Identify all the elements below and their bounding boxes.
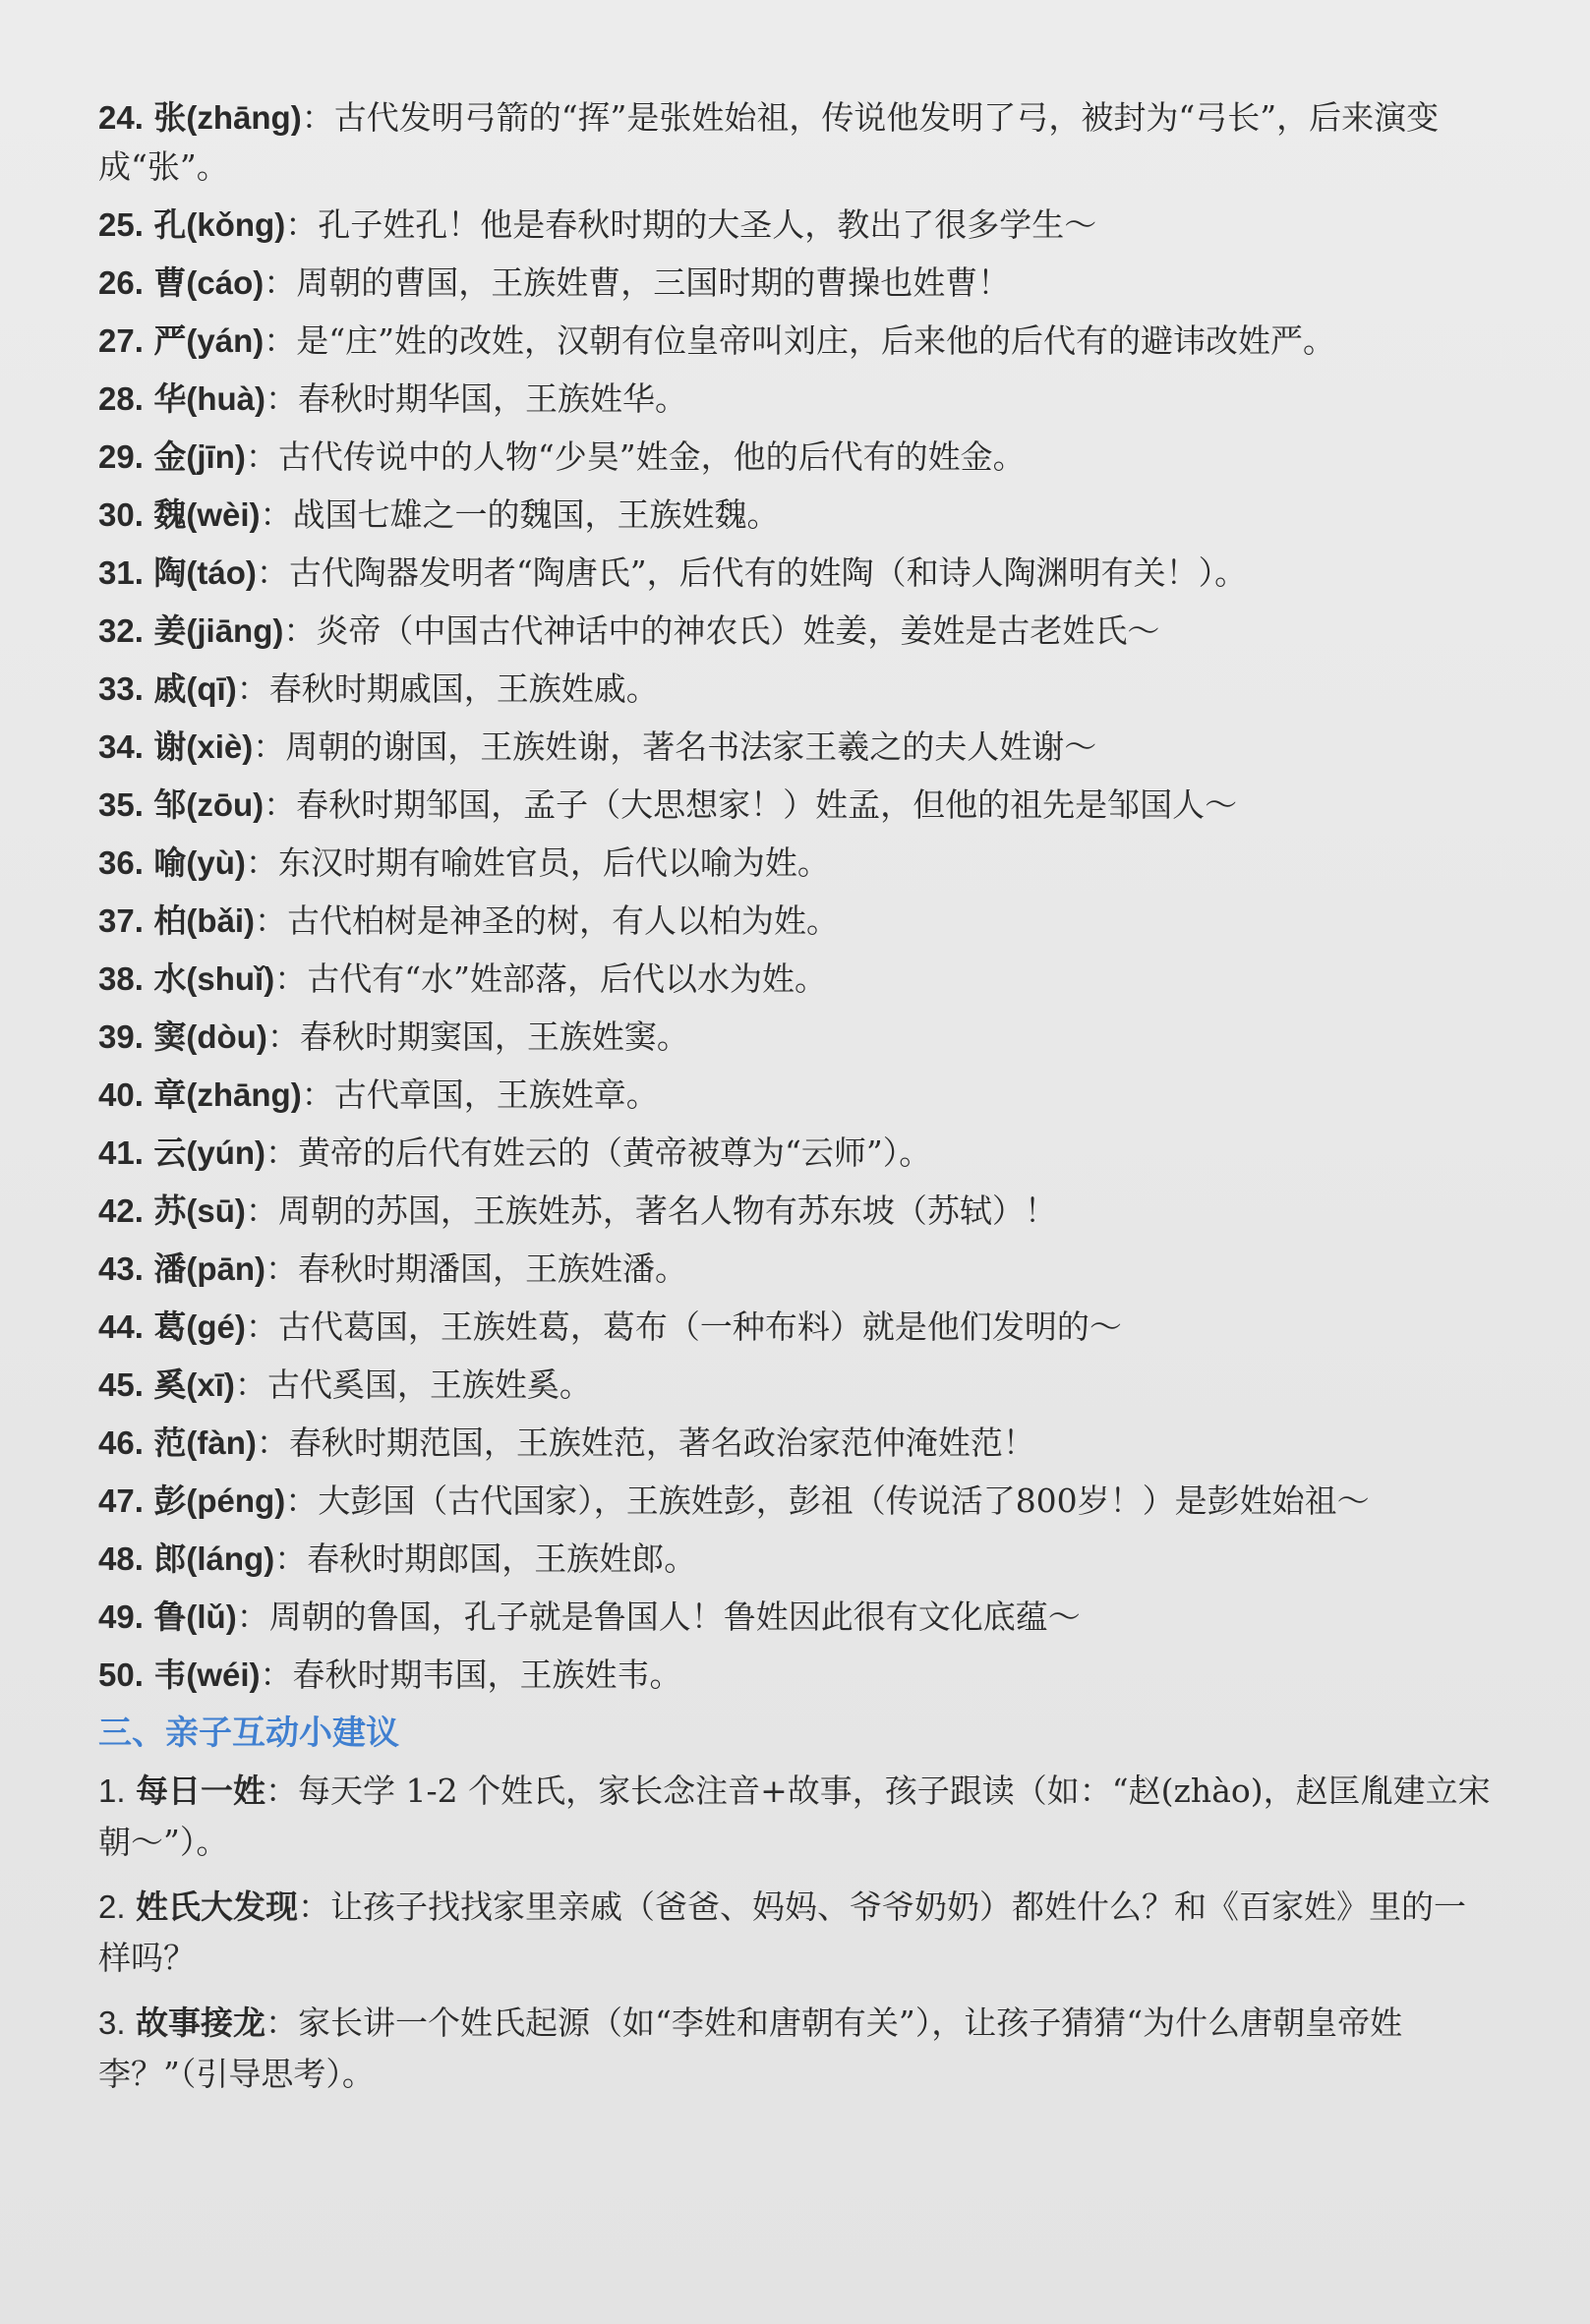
surname-pinyin: (zōu) xyxy=(186,786,265,823)
surname-pinyin: (láng) xyxy=(186,1540,275,1577)
surname-pinyin: (yán) xyxy=(186,322,265,359)
surname-entry xyxy=(98,93,1495,192)
entry-description: ：古代柏树是神圣的树，有人以柏为姓。 xyxy=(255,901,840,940)
surname-pinyin: (zhāng) xyxy=(186,1076,302,1113)
entry-number: 24. xyxy=(98,99,144,136)
surname-char: 戚 xyxy=(153,669,187,708)
surname-char: 彭 xyxy=(153,1482,187,1520)
entry-description: ：春秋时期韦国，王族姓韦。 xyxy=(260,1656,682,1694)
surname-char: 云 xyxy=(153,1133,187,1172)
entry-number: 42. xyxy=(98,1192,144,1229)
surname-pinyin: (lǔ) xyxy=(186,1598,237,1635)
entry-description: ：周朝的鲁国，孔子就是鲁国人！鲁姓因此很有文化底蕴～ xyxy=(236,1598,1081,1636)
surname-char: 潘 xyxy=(153,1249,187,1288)
surname-pinyin: (jīn) xyxy=(186,438,246,475)
entry-number: 32. xyxy=(98,612,144,649)
entry-description: ：古代传说中的人物“少昊”姓金，他的后代有的姓金。 xyxy=(245,437,1026,476)
surname-pinyin: (pān) xyxy=(186,1250,266,1287)
surname-entry xyxy=(98,897,1495,946)
surname-char: 韦 xyxy=(153,1656,187,1694)
tip-description: ：家长讲一个姓氏起源（如“李姓和唐朝有关”），让孩子猜猜“为什么唐朝皇帝姓李？”（引导思考）。 xyxy=(98,2004,1403,2093)
surname-char: 陶 xyxy=(153,553,187,592)
entry-number: 39. xyxy=(98,1018,144,1055)
entry-number: 28. xyxy=(98,380,144,417)
entry-number: 36. xyxy=(98,844,144,881)
surname-entry xyxy=(98,317,1495,366)
tip-description: ：每天学 1-2 个姓氏，家长念注音+故事，孩子跟读（如：“赵(zhào)，赵匡胤建立宋朝～”）。 xyxy=(98,1772,1491,1861)
entry-description: ：春秋时期华国，王族姓华。 xyxy=(265,379,688,418)
surname-entry xyxy=(98,1303,1495,1352)
surname-entry xyxy=(98,1071,1495,1120)
entry-description: ：古代葛国，王族姓葛，葛布（一种布料）就是他们发明的～ xyxy=(245,1307,1122,1346)
surname-entry xyxy=(98,375,1495,424)
entry-description: ：春秋时期戚国，王族姓戚。 xyxy=(236,669,659,708)
surname-entry xyxy=(98,1535,1495,1584)
entry-number: 40. xyxy=(98,1076,144,1113)
surname-char: 张 xyxy=(153,98,187,137)
entry-description: ：周朝的曹国，王族姓曹，三国时期的曹操也姓曹！ xyxy=(264,263,1011,302)
surname-char: 曹 xyxy=(153,263,187,302)
entry-description: ：东汉时期有喻姓官员，后代以喻为姓。 xyxy=(245,843,830,882)
surname-entry xyxy=(98,433,1495,482)
surname-char: 谢 xyxy=(153,727,187,766)
surname-list xyxy=(98,93,1492,1700)
entry-number: 43. xyxy=(98,1250,144,1287)
entry-number: 27. xyxy=(98,322,144,359)
entry-description: ：炎帝（中国古代神话中的神农氏）姓姜，姜姓是古老姓氏～ xyxy=(283,611,1160,650)
entry-number: 33. xyxy=(98,670,144,707)
surname-entry xyxy=(98,1419,1495,1468)
entry-description: ：孔子姓孔！他是春秋时期的大圣人，教出了很多学生～ xyxy=(285,205,1097,244)
surname-pinyin: (yù) xyxy=(186,844,246,881)
surname-pinyin: (wèi) xyxy=(186,496,261,533)
surname-pinyin: (dòu) xyxy=(186,1018,267,1055)
tip-number: 3. xyxy=(98,2004,126,2041)
surname-entry xyxy=(98,1651,1495,1700)
surname-entry xyxy=(98,1013,1495,1062)
surname-entry xyxy=(98,1477,1495,1526)
surname-entry xyxy=(98,955,1495,1004)
entry-number: 45. xyxy=(98,1366,144,1403)
surname-pinyin: (fàn) xyxy=(186,1424,257,1461)
surname-char: 喻 xyxy=(153,843,187,882)
surname-pinyin: (jiāng) xyxy=(186,612,284,649)
surname-pinyin: (cáo) xyxy=(186,264,265,301)
surname-pinyin: (xī) xyxy=(186,1366,235,1403)
surname-char: 窦 xyxy=(153,1017,187,1056)
entry-description: ：春秋时期郎国，王族姓郎。 xyxy=(274,1540,697,1578)
tip-item xyxy=(98,1882,1495,1984)
entry-number: 44. xyxy=(98,1308,144,1345)
entry-description: ：大彭国（古代国家），王族姓彭，彭祖（传说活了800岁！）是彭姓始祖～ xyxy=(285,1482,1370,1520)
surname-entry xyxy=(98,1361,1495,1410)
surname-pinyin: (sū) xyxy=(186,1192,246,1229)
surname-entry xyxy=(98,723,1495,772)
tip-item xyxy=(98,1766,1495,1868)
surname-entry xyxy=(98,839,1495,888)
entry-description: ：春秋时期潘国，王族姓潘。 xyxy=(265,1249,688,1288)
surname-entry xyxy=(98,607,1495,656)
tips-list xyxy=(98,1766,1492,2100)
tip-number: 2. xyxy=(98,1888,126,1925)
entry-number: 29. xyxy=(98,438,144,475)
entry-description: ：周朝的谢国，王族姓谢，著名书法家王羲之的夫人姓谢～ xyxy=(253,727,1097,766)
entry-number: 38. xyxy=(98,960,144,997)
surname-char: 金 xyxy=(153,437,187,476)
surname-entry xyxy=(98,781,1495,830)
surname-char: 邹 xyxy=(153,785,187,824)
tip-description: ：让孩子找找家里亲戚（爸爸、妈妈、爷爷奶奶）都姓什么？和《百家姓》里的一样吗？ xyxy=(98,1888,1467,1977)
surname-char: 鲁 xyxy=(153,1598,187,1636)
entry-number: 25. xyxy=(98,206,144,243)
surname-char: 柏 xyxy=(153,901,187,940)
surname-pinyin: (péng) xyxy=(186,1482,286,1519)
surname-char: 葛 xyxy=(153,1307,187,1346)
entry-number: 26. xyxy=(98,264,144,301)
entry-number: 46. xyxy=(98,1424,144,1461)
entry-number: 37. xyxy=(98,902,144,939)
tip-number: 1. xyxy=(98,1772,126,1809)
entry-description: ：古代陶器发明者“陶唐氏”，后代有的姓陶（和诗人陶渊明有关！）。 xyxy=(256,553,1248,592)
surname-char: 水 xyxy=(153,959,187,998)
entry-number: 34. xyxy=(98,728,144,765)
surname-pinyin: (zhāng) xyxy=(186,99,302,136)
surname-entry xyxy=(98,491,1495,540)
surname-char: 范 xyxy=(153,1423,187,1462)
entry-number: 30. xyxy=(98,496,144,533)
surname-entry xyxy=(98,201,1495,250)
entry-description: ：战国七雄之一的魏国，王族姓魏。 xyxy=(260,495,780,534)
entry-number: 50. xyxy=(98,1656,144,1693)
surname-pinyin: (shuǐ) xyxy=(186,960,275,997)
surname-entry xyxy=(98,259,1495,308)
surname-entry xyxy=(98,549,1495,598)
surname-entry xyxy=(98,665,1495,714)
surname-entry xyxy=(98,1129,1495,1178)
surname-char: 严 xyxy=(153,321,187,360)
entry-number: 48. xyxy=(98,1540,144,1577)
entry-description: ：古代奚国，王族姓奚。 xyxy=(234,1365,592,1404)
surname-char: 章 xyxy=(153,1075,187,1114)
entry-description: ：古代有“水”姓部落，后代以水为姓。 xyxy=(274,959,827,998)
surname-char: 华 xyxy=(153,379,187,418)
surname-pinyin: (yún) xyxy=(186,1134,266,1171)
surname-pinyin: (gé) xyxy=(186,1308,246,1345)
section-title: 三、亲子互动小建议 xyxy=(98,1714,399,1752)
surname-pinyin: (wéi) xyxy=(186,1656,261,1693)
entry-number: 31. xyxy=(98,554,144,591)
entry-description: ：古代发明弓箭的“挥”是张姓始祖，传说他发明了弓，被封为“弓长”，后来演变成“张”。 xyxy=(98,98,1440,186)
entry-number: 49. xyxy=(98,1598,144,1635)
surname-char: 魏 xyxy=(153,495,187,534)
entry-number: 47. xyxy=(98,1482,144,1519)
entry-description: ：春秋时期窦国，王族姓窦。 xyxy=(266,1017,689,1056)
tip-name: 故事接龙 xyxy=(136,2004,266,2042)
entry-description: ：黄帝的后代有姓云的（黄帝被尊为“云师”）。 xyxy=(265,1133,932,1172)
surname-pinyin: (qī) xyxy=(186,670,237,707)
surname-pinyin: (xiè) xyxy=(186,728,254,765)
entry-number: 41. xyxy=(98,1134,144,1171)
entry-description: ：春秋时期邹国，孟子（大思想家！）姓孟，但他的祖先是邹国人～ xyxy=(264,785,1238,824)
surname-pinyin: (táo) xyxy=(186,554,257,591)
entry-description: ：古代章国，王族姓章。 xyxy=(301,1075,659,1114)
surname-entry xyxy=(98,1187,1495,1236)
surname-char: 苏 xyxy=(153,1191,187,1230)
surname-char: 奚 xyxy=(153,1365,187,1404)
surname-pinyin: (huà) xyxy=(186,380,266,417)
surname-char: 孔 xyxy=(153,205,187,244)
surname-entry xyxy=(98,1593,1495,1642)
surname-pinyin: (bǎi) xyxy=(186,902,256,939)
tip-item xyxy=(98,1998,1495,2100)
tip-name: 每日一姓 xyxy=(136,1772,266,1810)
surname-entry xyxy=(98,1245,1495,1294)
entry-description: ：是“庄”姓的改姓，汉朝有位皇帝叫刘庄，后来他的后代有的避讳改姓严。 xyxy=(264,321,1335,360)
tip-name: 姓氏大发现 xyxy=(136,1888,299,1926)
entry-number: 35. xyxy=(98,786,144,823)
surname-pinyin: (kǒng) xyxy=(186,206,286,243)
surname-char: 郎 xyxy=(153,1540,187,1578)
entry-description: ：春秋时期范国，王族姓范，著名政治家范仲淹姓范！ xyxy=(256,1423,1035,1462)
entry-description: ：周朝的苏国，王族姓苏，著名人物有苏东坡（苏轼）！ xyxy=(245,1191,1057,1230)
surname-char: 姜 xyxy=(153,611,187,650)
